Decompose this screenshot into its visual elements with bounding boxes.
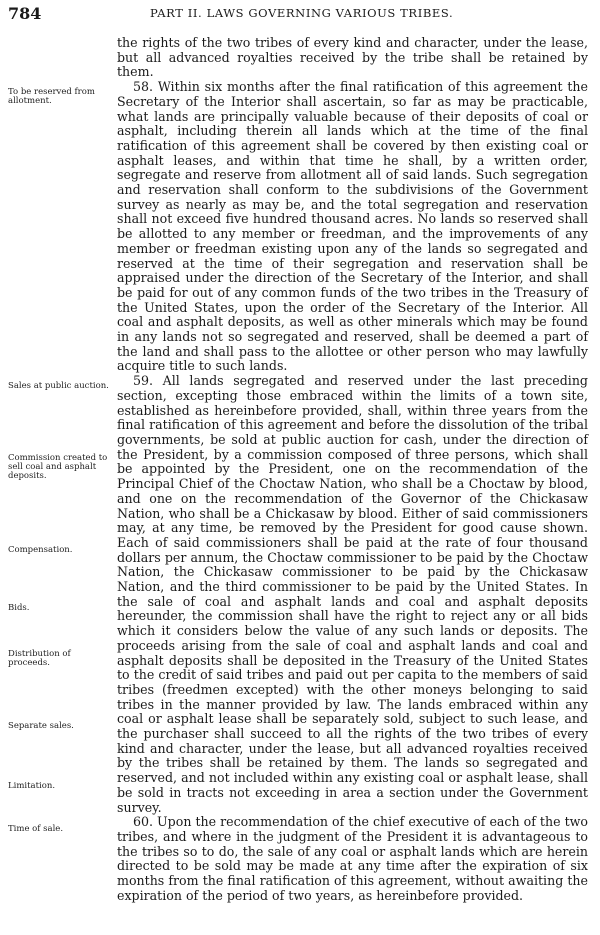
margin-note-compensation: Compensation. [8, 545, 73, 555]
section-60: 60. Upon the recommendation of the chief executive of each of the two tribes, and where in the judgment of the President it is advantageous to the tribes so to do, the sale of any coal or asphalt lands which are herein directed to be sold may be made at any time after the expiration of six months from the final ratification of this agreement, without awaiting the expiration of the period of two years, as hereinbefore provided. [117, 814, 588, 903]
margin-note-reserved: To be reserved from allotment. [8, 87, 95, 107]
margin-note-time-of-sale: Time of sale. [8, 824, 64, 834]
margin-note-separate-sales: Separate sales. [8, 721, 74, 731]
margin-note-bids: Bids. [8, 603, 30, 613]
margin-note-commission: Commission created to sell coal and asphalt deposits. [8, 453, 108, 482]
margin-note-distribution: Distribution of proceeds. [8, 649, 71, 669]
section-58: 58. Within six months after the final ratification of this agreement the Secretary of the Interior shall ascertain, so far as may be practicable, what lands are principally valuable because of their deposits of coal or asphalt, including therein all lands which at the time of the final ratification of this agreement shall be covered by then existing coal or asphalt leases, and within that time he shall, by a written order, segregate and reserve from allotment all of said lands. Such segregation and reservation shall conform to the subdivisions of the Government survey as nearly as may be, and the total segregation and reservation shall not exceed five hundred thousand acres. No lands so reserved shall be allotted to any member or freedman, and the improvements of any member or freedman existing upon any of the lands so segregated and reserved at the time of their segregation and reservation shall be appraised under the direction of the Secretary of the Interior, and shall be paid for out of any common funds of the two tribes in the Treasury of the United States, upon the order of the Secretary of the Interior. All coal and asphalt deposits, as well as other minerals which may be found in any lands not so segregated and reserved, shall be deemed a part of the land and shall pass to the allottee or other person who may lawfully acquire title to such lands. [117, 79, 588, 374]
margin-note-public-auction: Sales at public auction. [8, 381, 109, 391]
body-text [117, 36, 588, 903]
margin-note-limitation: Limitation. [8, 781, 56, 791]
section-59: 59. All lands segregated and reserved under the last preceding section, excepting those embraced within the limits of a town site, established as hereinbefore provided, shall, within three years from the final ratification of this agreement and before the dissolution of the tribal governments, be sold at public auction for cash, under the direction of the President, by a commission composed of three persons, which shall be appointed by the President, one on the recommendation of the Principal Chief of the Choctaw Nation, who shall be a Choctaw by blood, and one on the recommendation of the Governor of the Chickasaw Nation, who shall be a Chickasaw by blood. Either of said commissioners may, at any time, be removed by the President for good cause shown. Each of said commissioners shall be paid at the rate of four thousand dollars per annum, the Choctaw commissioner to be paid by the Choctaw Nation, the Chickasaw commissioner to be paid by the Chickasaw Nation, and the third commissioner to be paid by the United States. In the sale of coal and asphalt lands and coal and asphalt deposits hereunder, the commission shall have the right to reject any or all bids which it considers below the value of any such lands or deposits. The proceeds arising from the sale of coal and asphalt lands and coal and asphalt deposits shall be deposited in the Treasury of the United States to the credit of said tribes and paid out per capita to the members of said tribes (freedmen excepted) with the other moneys belonging to said tribes in the manner provided by law. The lands embraced within any coal or asphalt lease shall be separately sold, subject to such lease, and the purchaser shall succeed to all the rights of the two tribes of every kind and character, under the lease, but all advanced royalties received by the tribes shall be retained by them. The lands so segregated and reserved, and not included within any existing coal or asphalt lease, shall be sold in tracts not exceeding in area a section under the Government survey. [117, 373, 588, 815]
running-head: PART II. LAWS GOVERNING VARIOUS TRIBES. [150, 6, 454, 20]
paragraph-continued: the rights of the two tribes of every kind and character, under the lease, but all advanced royalties received by the tribe shall be retained by them. [117, 35, 588, 80]
page-number: 784 [8, 4, 42, 23]
